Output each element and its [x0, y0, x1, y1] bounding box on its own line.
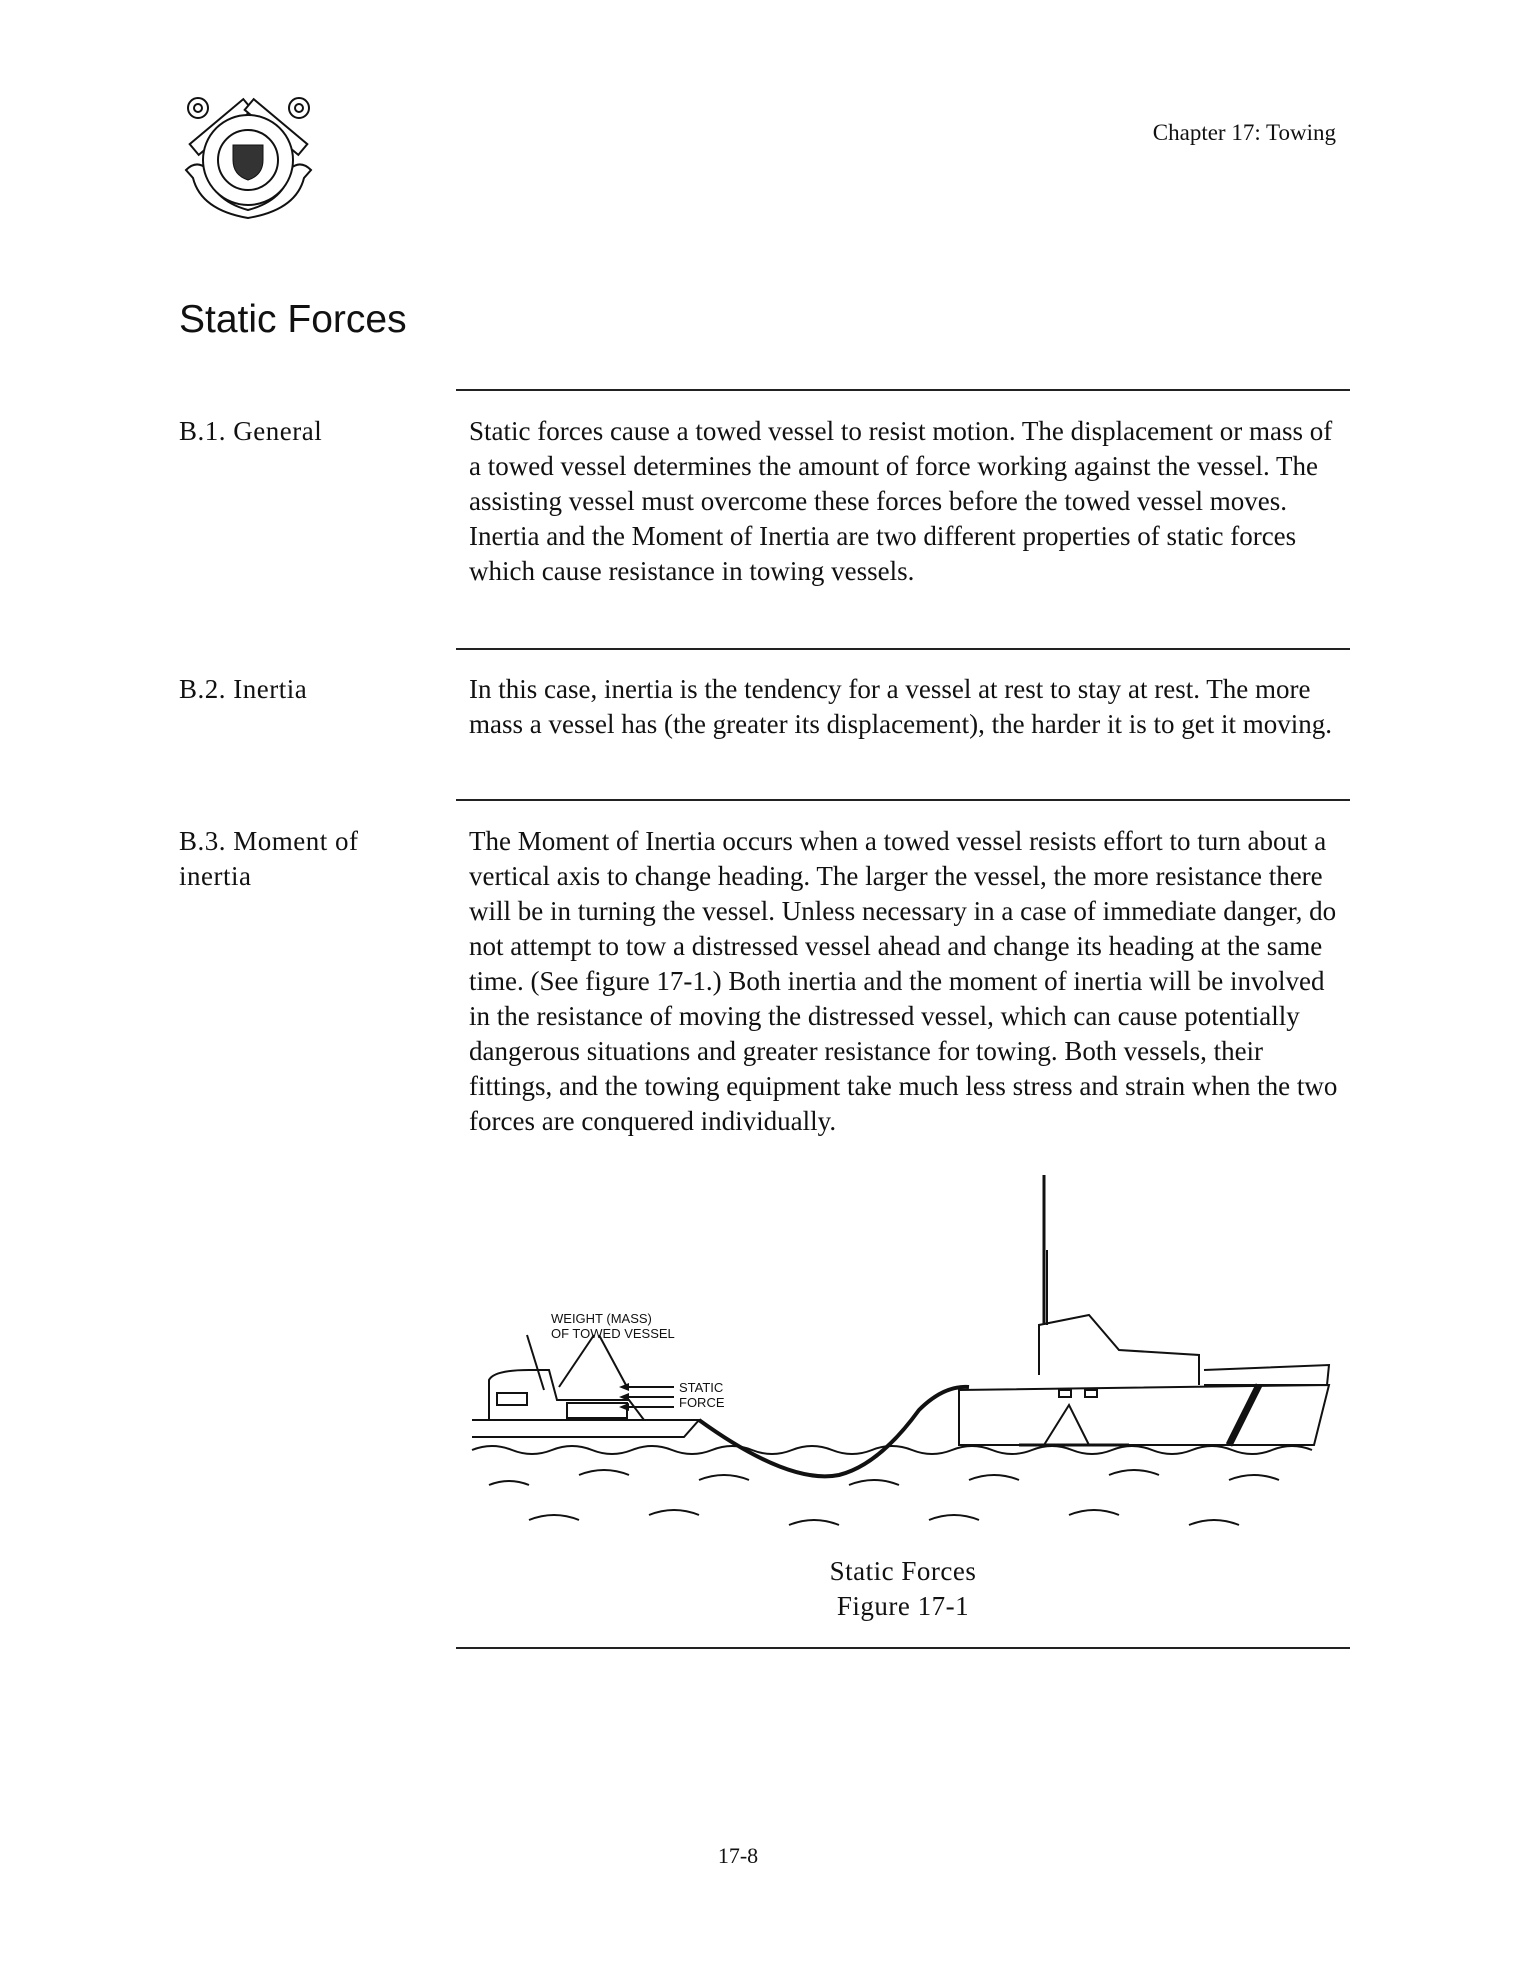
section-label-inertia: B.2. Inertia — [179, 674, 308, 704]
section-label-moment-of-inertia: B.3. Moment of inertia — [179, 826, 359, 891]
static-forces-illustration — [469, 1175, 1349, 1555]
figure-caption-number: Figure 17-1 — [836, 1591, 970, 1621]
static-force-label-line1: STATIC — [679, 1380, 724, 1395]
figure-caption-title: Static Forces — [829, 1556, 977, 1586]
section-text-general: Static forces cause a towed vessel to resist motion. The displacement or mass of a towed vessel determines the amount of force working against the vessel. The assisting vessel must overcome these forces before the towed vessel moves. Inertia and the Moment of Inertia are two different properties of static forces which cause resistance in towing vessels. — [469, 416, 1333, 586]
divider — [456, 1647, 1350, 1649]
divider — [456, 389, 1350, 391]
section-text-moment-of-inertia: The Moment of Inertia occurs when a towed vessel resists effort to turn about a vertical axis to change heading. The larger the vessel, the more resistance there will be in turning the vessel. Unless necessary in a case of immediate danger, do not attempt to tow a distressed vessel ahead and change its heading at the same time. (See figure 17-1.) Both inertia and the moment of inertia will be involved in the resistance of moving the distressed vessel, which can cause potentially dangerous situations and greater resistance for towing. Both vessels, their fittings, and the towing equipment take much less stress and strain when the two forces are conquered individually. — [469, 826, 1338, 1136]
chapter-header: Chapter 17: Towing — [1152, 120, 1336, 145]
page-title: Static Forces — [179, 298, 407, 341]
divider — [456, 648, 1350, 650]
section-text-inertia: In this case, inertia is the tendency for a vessel at rest to stay at rest. The more mass a vessel has (the greater its displacement), the harder it is to get it moving. — [469, 674, 1333, 739]
section-label-general: B.1. General — [179, 416, 323, 446]
weight-label-line2: OF TOWED VESSEL — [551, 1326, 675, 1341]
static-force-label-line2: FORCE — [679, 1395, 725, 1410]
weight-label-line1: WEIGHT (MASS) — [551, 1311, 652, 1326]
divider — [456, 799, 1350, 801]
coast-guard-seal-logo — [176, 90, 321, 220]
page-number: 17-8 — [717, 1843, 759, 1868]
